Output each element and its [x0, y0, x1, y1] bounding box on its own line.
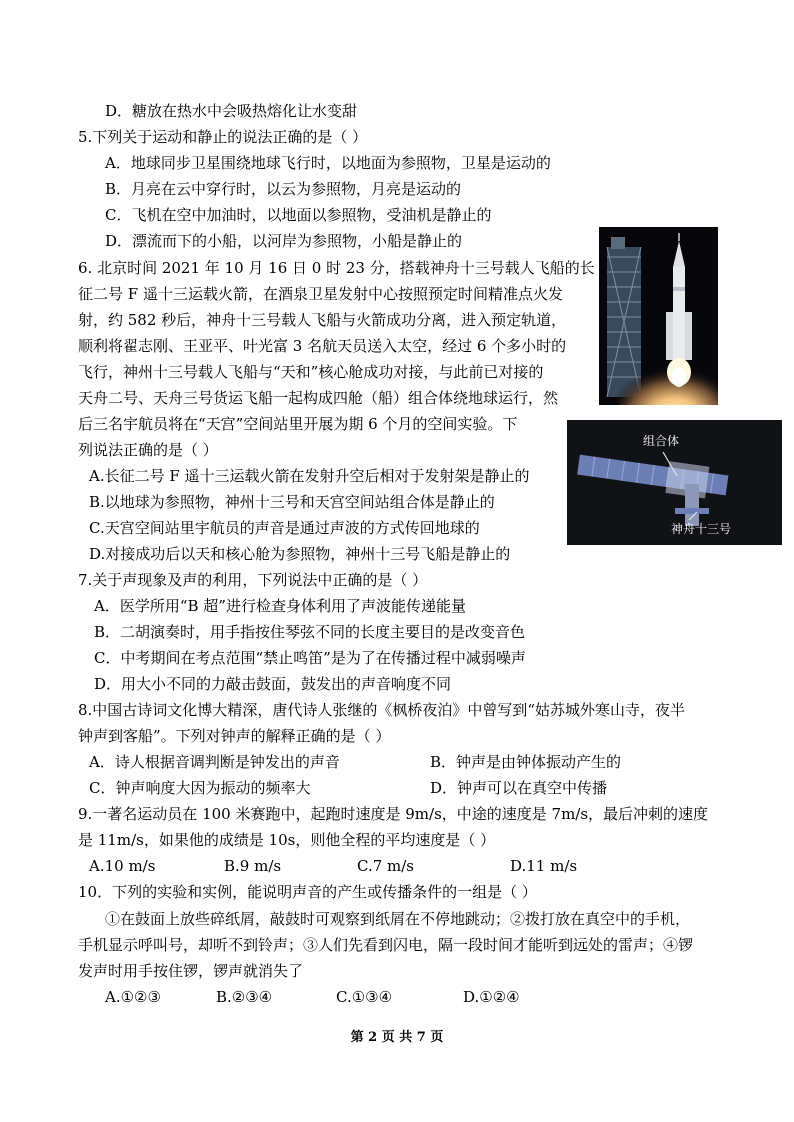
q6-stem-line-2: 征二号 F 遥十三运载火箭，在酒泉卫星发射中心按照预定时间精准点火发	[78, 285, 563, 303]
q7-option-a: A．医学所用“B 超”进行检查身体利用了声波能传递能量	[94, 597, 466, 615]
q10-body-line-1: ①在鼓面上放些碎纸屑，敲鼓时可观察到纸屑在不停地跳动；②拨打放在真空中的手机，	[105, 910, 691, 928]
q5-option-c: C．飞机在空中加油时，以地面以参照物，受油机是静止的	[105, 206, 492, 224]
rocket-launch-illustration	[599, 227, 718, 405]
q6-stem-line-3: 射，约 582 秒后，神舟十三号载人飞船与火箭成功分离，进入预定轨道，	[78, 311, 567, 329]
q6-stem-line-1: 6. 北京时间 2021 年 10 月 16 日 0 时 23 分，搭载神舟十三号载人飞船的长	[78, 259, 595, 277]
station-label-combined: 组合体	[643, 434, 680, 448]
q7-option-d: D．用大小不同的力敲击鼓面，鼓发出的声音响度不同	[94, 675, 452, 693]
q10-option-b: B.②③④	[216, 988, 273, 1006]
space-station-photo	[567, 420, 782, 545]
q6-stem-line-7: 后三名宇航员将在“天宫”空间站里开展为期 6 个月的空间实验。下	[78, 415, 518, 433]
rocket-launch-photo	[599, 227, 718, 405]
q10-body-line-3: 发声时用手按住锣，锣声就消失了	[78, 962, 304, 980]
q9-stem-line-1: 9.一著名运动员在 100 米赛跑中，起跑时速度是 9m/s，中途的速度是 7m/s，最后冲刺的速度	[78, 805, 709, 823]
q6-stem-line-4: 顺利将翟志刚、王亚平、叶光富 3 名航天员送入太空，经过 6 个多小时的	[78, 337, 567, 355]
q10-body-line-2: 手机显示呼叫号，却听不到铃声；③人们先看到闪电，隔一段时间才能听到远处的雷声；④锣	[78, 936, 694, 954]
q6-stem-line-8: 列说法正确的是（ ）	[78, 441, 218, 459]
q6-option-c: C.天宫空间站里宇航员的声音是通过声波的方式传回地球的	[89, 519, 480, 537]
q7-stem: 7.关于声现象及声的利用，下列说法中正确的是（ ）	[78, 571, 428, 589]
q8-option-c: C．钟声响度大因为振动的频率大	[89, 779, 311, 797]
q10-option-a: A.①②③	[105, 988, 161, 1006]
q10-stem: 10．下列的实验和实例，能说明声音的产生或传播条件的一组是（ ）	[78, 883, 537, 901]
q9-option-a: A.10 m/s	[89, 857, 156, 875]
page-footer: 第 2 页 共 7 页	[350, 1030, 444, 1045]
q7-option-c: C．中考期间在考点范围“禁止鸣笛”是为了在传播过程中减弱噪声	[94, 649, 526, 667]
q9-option-c: C.7 m/s	[357, 857, 414, 875]
q7-option-b: B．二胡演奏时，用手指按住琴弦不同的长度主要目的是改变音色	[94, 623, 526, 641]
q6-option-a: A.长征二号 F 遥十三运载火箭在发射升空后相对于发射架是静止的	[89, 467, 530, 485]
q6-stem-line-5: 飞行，神州十三号载人飞船与“天和”核心舱成功对接，与此前已对接的	[78, 363, 544, 381]
q4-option-d: D．糖放在热水中会吸热熔化让水变甜	[105, 102, 358, 120]
q8-option-a: A．诗人根据音调判断是钟发出的声音	[89, 753, 340, 771]
q9-option-b: B.9 m/s	[224, 857, 282, 875]
q5-option-d: D．漂流而下的小船，以河岸为参照物，小船是静止的	[105, 232, 463, 250]
q8-stem-line-1: 8.中国古诗词文化博大精深，唐代诗人张继的《枫桥夜泊》中曾写到“姑苏城外寒山寺，夜半	[78, 701, 685, 719]
q10-option-d: D.①②④	[463, 988, 520, 1006]
q5-stem: 5.下列关于运动和静止的说法正确的是（ ）	[78, 128, 368, 146]
q5-option-b: B．月亮在云中穿行时，以云为参照物，月亮是运动的	[105, 180, 462, 198]
q8-option-b: B．钟声是由钟体振动产生的	[430, 753, 622, 771]
q6-stem-line-6: 天舟二号、天舟三号货运飞船一起构成四舱（船）组合体绕地球运行，然	[78, 389, 559, 407]
q9-stem-line-2: 是 11m/s，如果他的成绩是 10s，则他全程的平均速度是（ ）	[78, 831, 496, 849]
q6-option-d: D.对接成功后以天和核心舱为参照物，神州十三号飞船是静止的	[89, 545, 511, 563]
q8-stem-line-2: 钟声到客船”。下列对钟声的解释正确的是（ ）	[78, 727, 391, 745]
q9-option-d: D.11 m/s	[510, 857, 578, 875]
station-label-shenzhou: 神舟十三号	[671, 522, 732, 536]
q5-option-a: A．地球同步卫星围绕地球飞行时，以地面为参照物，卫星是运动的	[105, 154, 551, 172]
q6-option-b: B.以地球为参照物，神州十三号和天宫空间站组合体是静止的	[89, 493, 495, 511]
q10-option-c: C.①③④	[336, 988, 393, 1006]
q8-option-d: D．钟声可以在真空中传播	[430, 779, 608, 797]
